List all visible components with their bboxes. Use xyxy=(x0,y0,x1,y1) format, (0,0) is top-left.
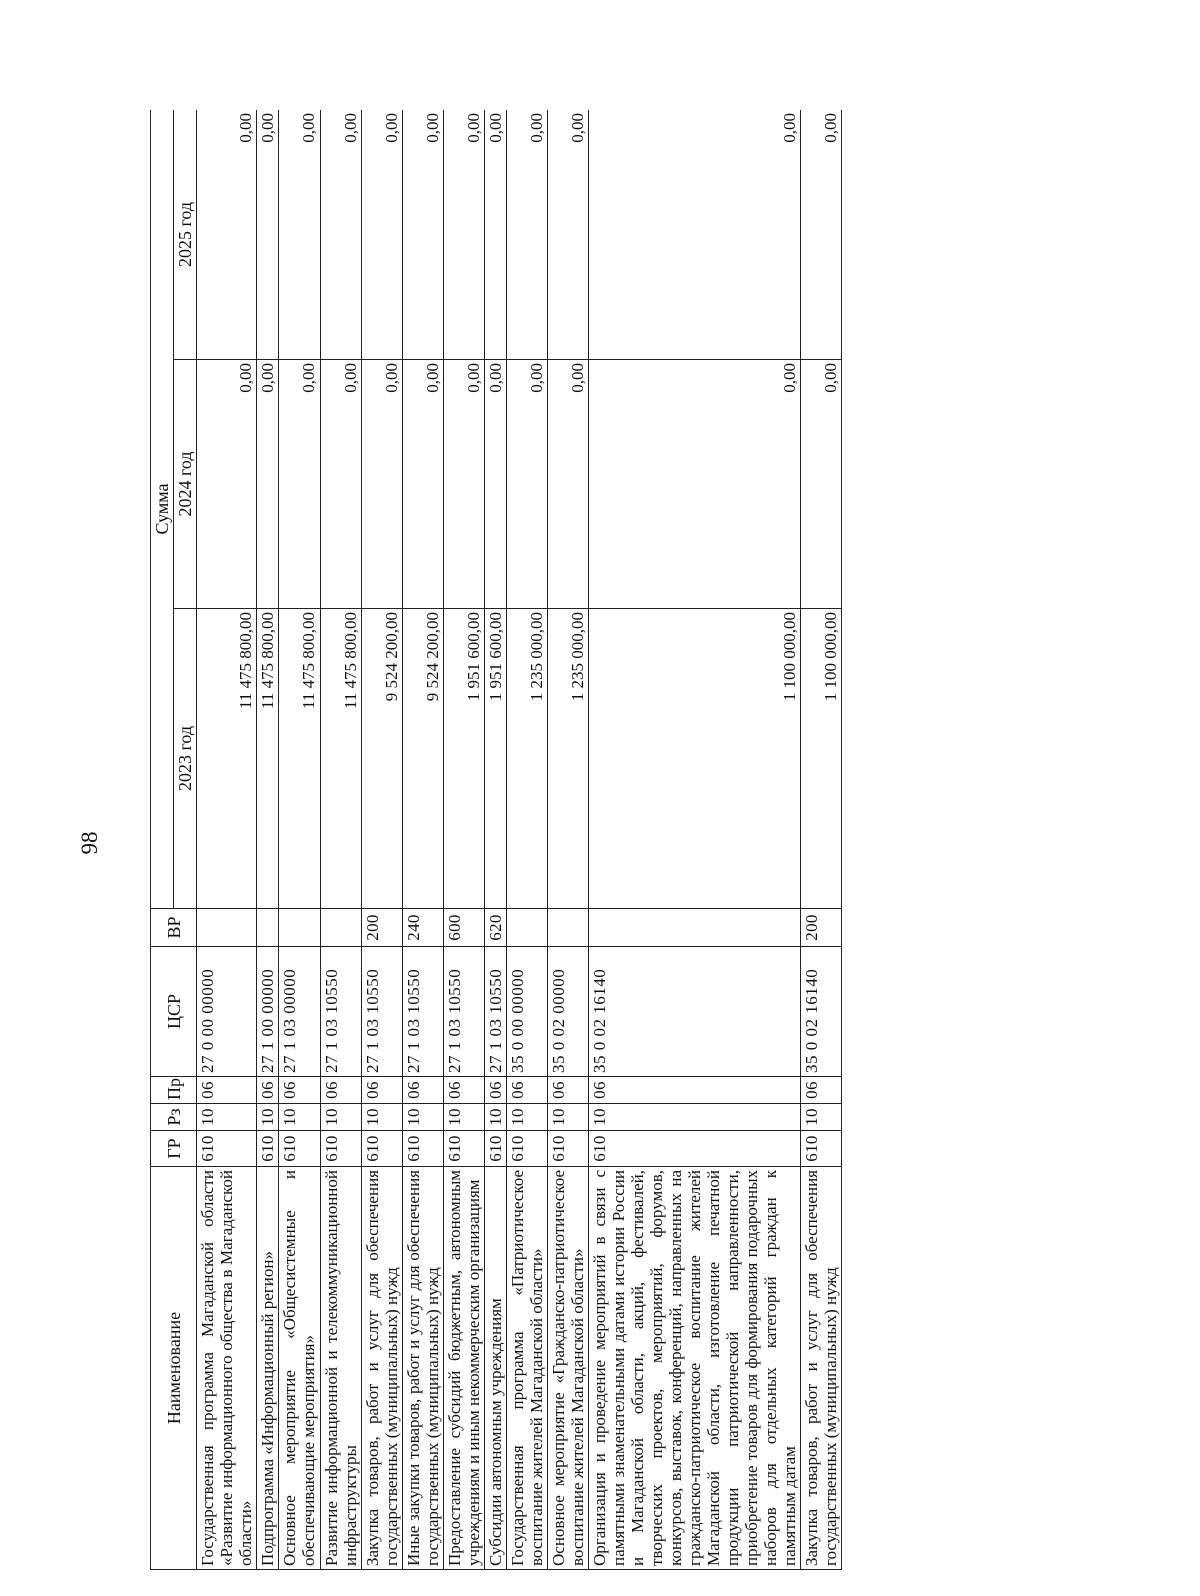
cell-name: Организация и проведение мероприятий в связи с памятными знаменательными датами истории России и Магаданской области, акций, фестивалей, творческих проектов, мероприятий, форумов, конкурсов, выставок, конференций, направленных на гражданско-патриотическое воспитание жителей Магаданской области, изготовление печатной продукции патриотической направленности, приобретение товаров для формирования подарочных наборов для отдельных категорий граждан к памятным датам xyxy=(588,1167,800,1570)
table-row xyxy=(547,110,588,1570)
table-row xyxy=(801,110,842,1570)
cell-csr: 35 0 00 00000 xyxy=(506,947,547,1077)
table-row xyxy=(320,110,361,1570)
cell-vr: 200 xyxy=(361,909,402,947)
header-year-2024: 2024 год xyxy=(174,360,197,609)
cell-gr: 610 xyxy=(484,1131,506,1167)
cell-name: Основное мероприятие «Гражданско-патриотическое воспитание жителей Магаданской области» xyxy=(547,1167,588,1570)
cell-2024: 0,00 xyxy=(547,360,588,609)
cell-vr xyxy=(279,909,320,947)
cell-pr: 06 xyxy=(361,1077,402,1104)
cell-2025: 0,00 xyxy=(484,110,506,360)
header-vr: ВР xyxy=(151,909,197,947)
cell-2023: 1 100 000,00 xyxy=(588,609,800,909)
cell-gr: 610 xyxy=(279,1131,320,1167)
cell-2025: 0,00 xyxy=(361,110,402,360)
budget-table-rotated xyxy=(150,110,842,1570)
cell-rz: 10 xyxy=(279,1104,320,1131)
cell-csr: 27 1 03 10550 xyxy=(443,947,484,1077)
cell-gr: 610 xyxy=(506,1131,547,1167)
cell-2023: 11 475 800,00 xyxy=(197,609,257,909)
cell-2024: 0,00 xyxy=(197,360,257,609)
cell-name: Государственная программа «Патриотическое воспитание жителей Магаданской области» xyxy=(506,1167,547,1570)
cell-2023: 9 524 200,00 xyxy=(402,609,443,909)
table-row xyxy=(402,110,443,1570)
cell-2023: 9 524 200,00 xyxy=(361,609,402,909)
cell-name: Иные закупки товаров, работ и услуг для обеспечения государственных (муниципальных) нужд xyxy=(402,1167,443,1570)
cell-pr: 06 xyxy=(443,1077,484,1104)
header-rz: Рз xyxy=(151,1104,197,1131)
cell-pr: 06 xyxy=(320,1077,361,1104)
header-pr: Пр xyxy=(151,1077,197,1104)
cell-csr: 27 1 03 10550 xyxy=(402,947,443,1077)
cell-rz: 10 xyxy=(443,1104,484,1131)
cell-csr: 27 1 03 10550 xyxy=(361,947,402,1077)
cell-gr: 610 xyxy=(801,1131,842,1167)
cell-rz: 10 xyxy=(361,1104,402,1131)
cell-name: Закупка товаров, работ и услуг для обеспечения государственных (муниципальных) нужд xyxy=(361,1167,402,1570)
table-row xyxy=(279,110,320,1570)
budget-table xyxy=(150,110,842,1570)
cell-gr: 610 xyxy=(361,1131,402,1167)
cell-name: Развитие информационной и телекоммуникационной инфраструктуры xyxy=(320,1167,361,1570)
cell-2023: 11 475 800,00 xyxy=(320,609,361,909)
cell-pr: 06 xyxy=(506,1077,547,1104)
cell-rz: 10 xyxy=(484,1104,506,1131)
page-number: 98 xyxy=(77,831,102,855)
cell-gr: 610 xyxy=(443,1131,484,1167)
cell-rz: 10 xyxy=(801,1104,842,1131)
cell-rz: 10 xyxy=(197,1104,257,1131)
cell-2025: 0,00 xyxy=(506,110,547,360)
cell-pr: 06 xyxy=(197,1077,257,1104)
cell-2024: 0,00 xyxy=(257,360,279,609)
header-name: Наименование xyxy=(151,1167,197,1570)
cell-rz: 10 xyxy=(320,1104,361,1131)
cell-gr: 610 xyxy=(320,1131,361,1167)
cell-pr: 06 xyxy=(279,1077,320,1104)
cell-csr: 27 1 00 00000 xyxy=(257,947,279,1077)
cell-vr xyxy=(257,909,279,947)
cell-vr xyxy=(320,909,361,947)
cell-2023: 1 235 000,00 xyxy=(506,609,547,909)
cell-vr xyxy=(506,909,547,947)
cell-2023: 1 951 600,00 xyxy=(484,609,506,909)
cell-2023: 11 475 800,00 xyxy=(279,609,320,909)
cell-gr: 610 xyxy=(197,1131,257,1167)
cell-2023: 1 100 000,00 xyxy=(801,609,842,909)
cell-name: Государственная программа Магаданской области «Развитие информационного общества в Магаданской области» xyxy=(197,1167,257,1570)
cell-2023: 11 475 800,00 xyxy=(257,609,279,909)
header-csr: ЦСР xyxy=(151,947,197,1077)
table-row xyxy=(443,110,484,1570)
header-sum: Сумма xyxy=(151,110,174,909)
table-row xyxy=(588,110,800,1570)
cell-2024: 0,00 xyxy=(320,360,361,609)
cell-2025: 0,00 xyxy=(402,110,443,360)
cell-name: Подпрограмма «Информационный регион» xyxy=(257,1167,279,1570)
cell-pr: 06 xyxy=(588,1077,800,1104)
cell-2024: 0,00 xyxy=(402,360,443,609)
cell-2023: 1 951 600,00 xyxy=(443,609,484,909)
cell-2024: 0,00 xyxy=(506,360,547,609)
header-gr: ГР xyxy=(151,1131,197,1167)
cell-gr: 610 xyxy=(588,1131,800,1167)
table-row xyxy=(257,110,279,1570)
cell-csr: 27 0 00 00000 xyxy=(197,947,257,1077)
cell-2024: 0,00 xyxy=(588,360,800,609)
cell-2024: 0,00 xyxy=(361,360,402,609)
cell-2024: 0,00 xyxy=(279,360,320,609)
table-row xyxy=(197,110,257,1570)
cell-pr: 06 xyxy=(484,1077,506,1104)
cell-gr: 610 xyxy=(257,1131,279,1167)
cell-2025: 0,00 xyxy=(801,110,842,360)
cell-rz: 10 xyxy=(402,1104,443,1131)
cell-csr: 27 1 03 10550 xyxy=(320,947,361,1077)
cell-pr: 06 xyxy=(547,1077,588,1104)
cell-vr: 620 xyxy=(484,909,506,947)
cell-2024: 0,00 xyxy=(443,360,484,609)
cell-vr xyxy=(197,909,257,947)
header-year-2025: 2025 год xyxy=(174,110,197,360)
cell-rz: 10 xyxy=(506,1104,547,1131)
table-row xyxy=(506,110,547,1570)
cell-2024: 0,00 xyxy=(801,360,842,609)
cell-gr: 610 xyxy=(402,1131,443,1167)
cell-name: Субсидии автономным учреждениям xyxy=(484,1167,506,1570)
cell-2025: 0,00 xyxy=(443,110,484,360)
header-row-1 xyxy=(151,110,174,1570)
cell-gr: 610 xyxy=(547,1131,588,1167)
cell-2025: 0,00 xyxy=(279,110,320,360)
cell-csr: 27 1 03 10550 xyxy=(484,947,506,1077)
cell-2025: 0,00 xyxy=(320,110,361,360)
cell-2023: 1 235 000,00 xyxy=(547,609,588,909)
cell-csr: 27 1 03 00000 xyxy=(279,947,320,1077)
cell-2025: 0,00 xyxy=(197,110,257,360)
cell-pr: 06 xyxy=(402,1077,443,1104)
cell-pr: 06 xyxy=(257,1077,279,1104)
cell-vr: 240 xyxy=(402,909,443,947)
cell-2025: 0,00 xyxy=(257,110,279,360)
cell-vr: 600 xyxy=(443,909,484,947)
cell-2025: 0,00 xyxy=(547,110,588,360)
cell-csr: 35 0 02 16140 xyxy=(588,947,800,1077)
cell-rz: 10 xyxy=(257,1104,279,1131)
cell-vr xyxy=(547,909,588,947)
cell-2024: 0,00 xyxy=(484,360,506,609)
cell-csr: 35 0 02 00000 xyxy=(547,947,588,1077)
cell-pr: 06 xyxy=(801,1077,842,1104)
cell-name: Предоставление субсидий бюджетным, автономным учреждениям и иным некоммерческим организациям xyxy=(443,1167,484,1570)
cell-rz: 10 xyxy=(588,1104,800,1131)
table-row xyxy=(361,110,402,1570)
table-row xyxy=(484,110,506,1570)
cell-name: Основное мероприятие «Общесистемные и обеспечивающие мероприятия» xyxy=(279,1167,320,1570)
cell-vr xyxy=(588,909,800,947)
cell-2025: 0,00 xyxy=(588,110,800,360)
rotated-table-container xyxy=(150,110,1070,1570)
cell-name: Закупка товаров, работ и услуг для обеспечения государственных (муниципальных) нужд xyxy=(801,1167,842,1570)
cell-rz: 10 xyxy=(547,1104,588,1131)
cell-csr: 35 0 02 16140 xyxy=(801,947,842,1077)
header-year-2023: 2023 год xyxy=(174,609,197,909)
cell-vr: 200 xyxy=(801,909,842,947)
